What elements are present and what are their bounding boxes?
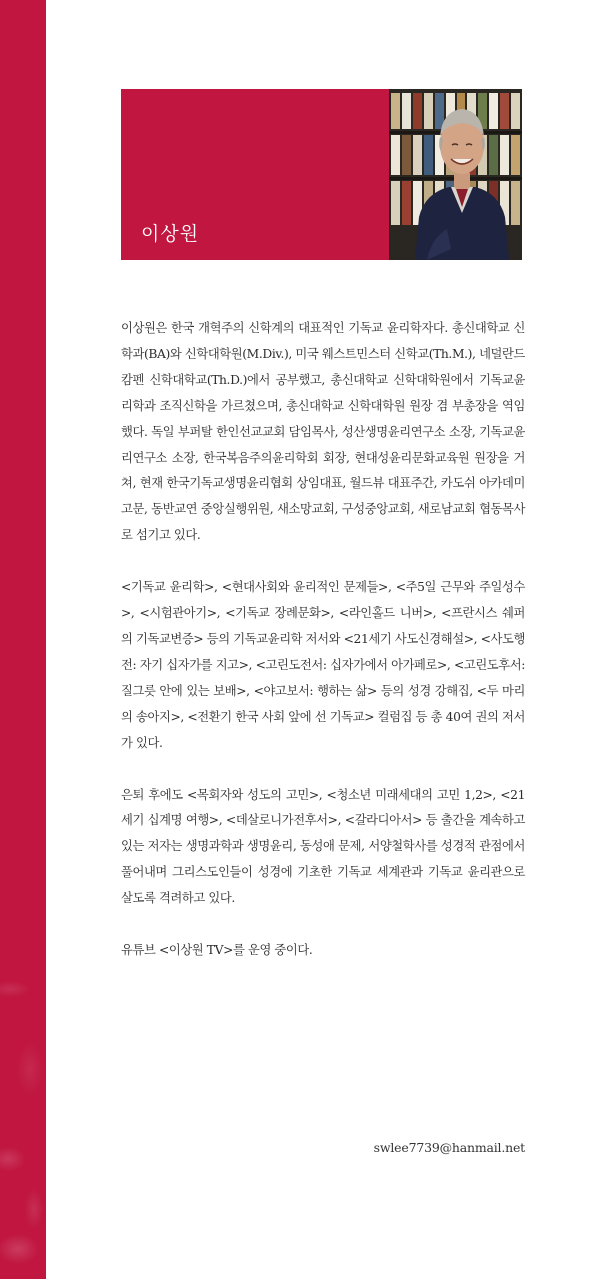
author-photo — [389, 89, 522, 260]
author-portrait-figure — [407, 89, 517, 260]
spine-texture — [0, 949, 46, 1279]
bio-paragraph-career: 이상원은 한국 개혁주의 신학계의 대표적인 기독교 윤리학자다. 총신대학교 신학과(BA)와 신학대학원(M.Div.), 미국 웨스트민스터 신학교(Th.M.), 네덜란드 캄펜 신학대학교(Th.D.)에서 공부했고, 총신대학교 신학대학원에서 기독교윤리학과 조직신학을 가르쳤으며, 총신대학교 신학대학원 원장 겸 부총장을 역임했다. 독일 부퍼탈 한인선교교회 담임목사, 성산생명윤리연구소 소장, 기독교윤리연구소 소장, 한국복음주의윤리학회 회장, 현대성윤리문화교육원 원장을 거쳐, 현재 한국기독교생명윤리협회 상임대표, 월드뷰 대표주간, 카도쉬 아카데미 고문, 동반교연 중앙실행위원, 새소망교회, 구성중앙교회, 새로남교회 협동목사로 섬기고 있다. — [121, 321, 525, 543]
bio-paragraph-retirement: 은퇴 후에도 <목회자와 성도의 고민>, <청소년 미래세대의 고민 1,2>, <21세기 십계명 여행>, <데살로니가전후서>, <갈라디아서> 등 출간을 계속하고 있는 저자는 생명과학과 생명윤리, 동성애 문제, 서양철학사를 성경적 관점에서 풀어내며 그리스도인들이 성경에 기초한 기독교 세계관과 기독교 윤리관으로 살도록 격려하고 있다. — [121, 787, 525, 906]
author-name-block — [121, 89, 389, 260]
bio-paragraph-books: <기독교 윤리학>, <현대사회와 윤리적인 문제들>, <주5일 근무와 주일성수>, <시험관아기>, <기독교 장례문화>, <라인홀드 니버>, <프란시스 쉐퍼의 기독교변증> 등의 기독교윤리학 저서와 <21세기 사도신경해설>, <사도행전: 자기 십자가를 지고>, <고린도전서: 십자가에서 아가페로>, <고린도후서: 질그릇 안에 있는 보배>, <야고보서: 행하는 삶> 등의 성경 강해집, <두 마리의 송아지>, <전환기 한국 사회 앞에 선 기독교> 컬럼집 등 총 40여 권의 저서가 있다. — [121, 580, 525, 750]
author-bio — [121, 316, 525, 990]
author-name: 이상원 — [141, 223, 200, 245]
author-header — [121, 89, 522, 260]
author-email[interactable]: swlee7739@hanmail.net — [373, 1140, 525, 1155]
red-spine-band — [0, 0, 46, 1279]
bio-paragraph-youtube: 유튜브 <이상원 TV>를 운영 중이다. — [121, 943, 313, 958]
